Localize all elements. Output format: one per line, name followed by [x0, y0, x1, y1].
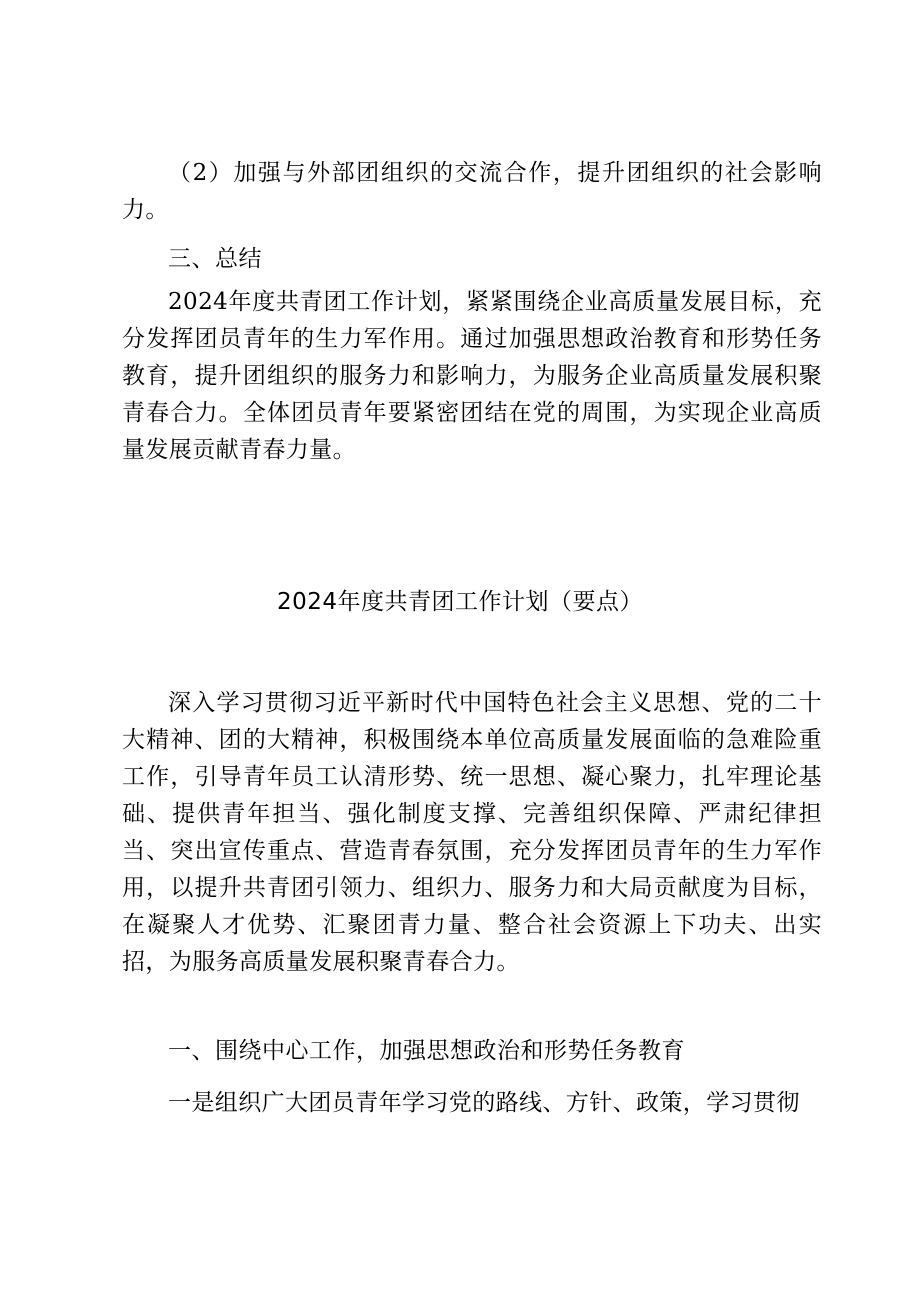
- section-1-heading: 一、围绕中心工作，加强思想政治和形势任务教育: [168, 1038, 685, 1064]
- summary-heading: 三、总结: [168, 246, 262, 272]
- section-1-first-line: 一是组织广大团员青年学习党的路线、方针、政策，学习贯彻: [168, 1090, 800, 1116]
- item-2-paragraph: （2）加强与外部团组织的交流合作，提升团组织的社会影响力。: [122, 160, 822, 223]
- document-title: 2024年度共青团工作计划（要点）: [276, 589, 644, 615]
- intro-paragraph: 深入学习贯彻习近平新时代中国特色社会主义思想、党的二十大精神、团的大精神，积极围绕本单位高质量发展面临的急难险重工作，引导青年员工认清形势、统一思想、凝心聚力，扎牢理论基础、提供青年担当、强化制度支撑、完善组织保障、严肃纪律担当、突出宣传重点、营造青春氛围，充分发挥团员青年的生力军作用，以提升共青团引领力、组织力、服务力和大局贡献度为目标，在凝聚人才优势、汇聚团青力量、整合社会资源上下功夫、出实招，为服务高质量发展积聚青春合力。: [122, 690, 822, 975]
- summary-paragraph: 2024年度共青团工作计划，紧紧围绕企业高质量发展目标，充分发挥团员青年的生力军作用。通过加强思想政治教育和形势任务教育，提升团组织的服务力和影响力，为服务企业高质量发展积聚青春合力。全体团员青年要紧密团结在党的周围，为实现企业高质量发展贡献青春力量。: [122, 289, 822, 463]
